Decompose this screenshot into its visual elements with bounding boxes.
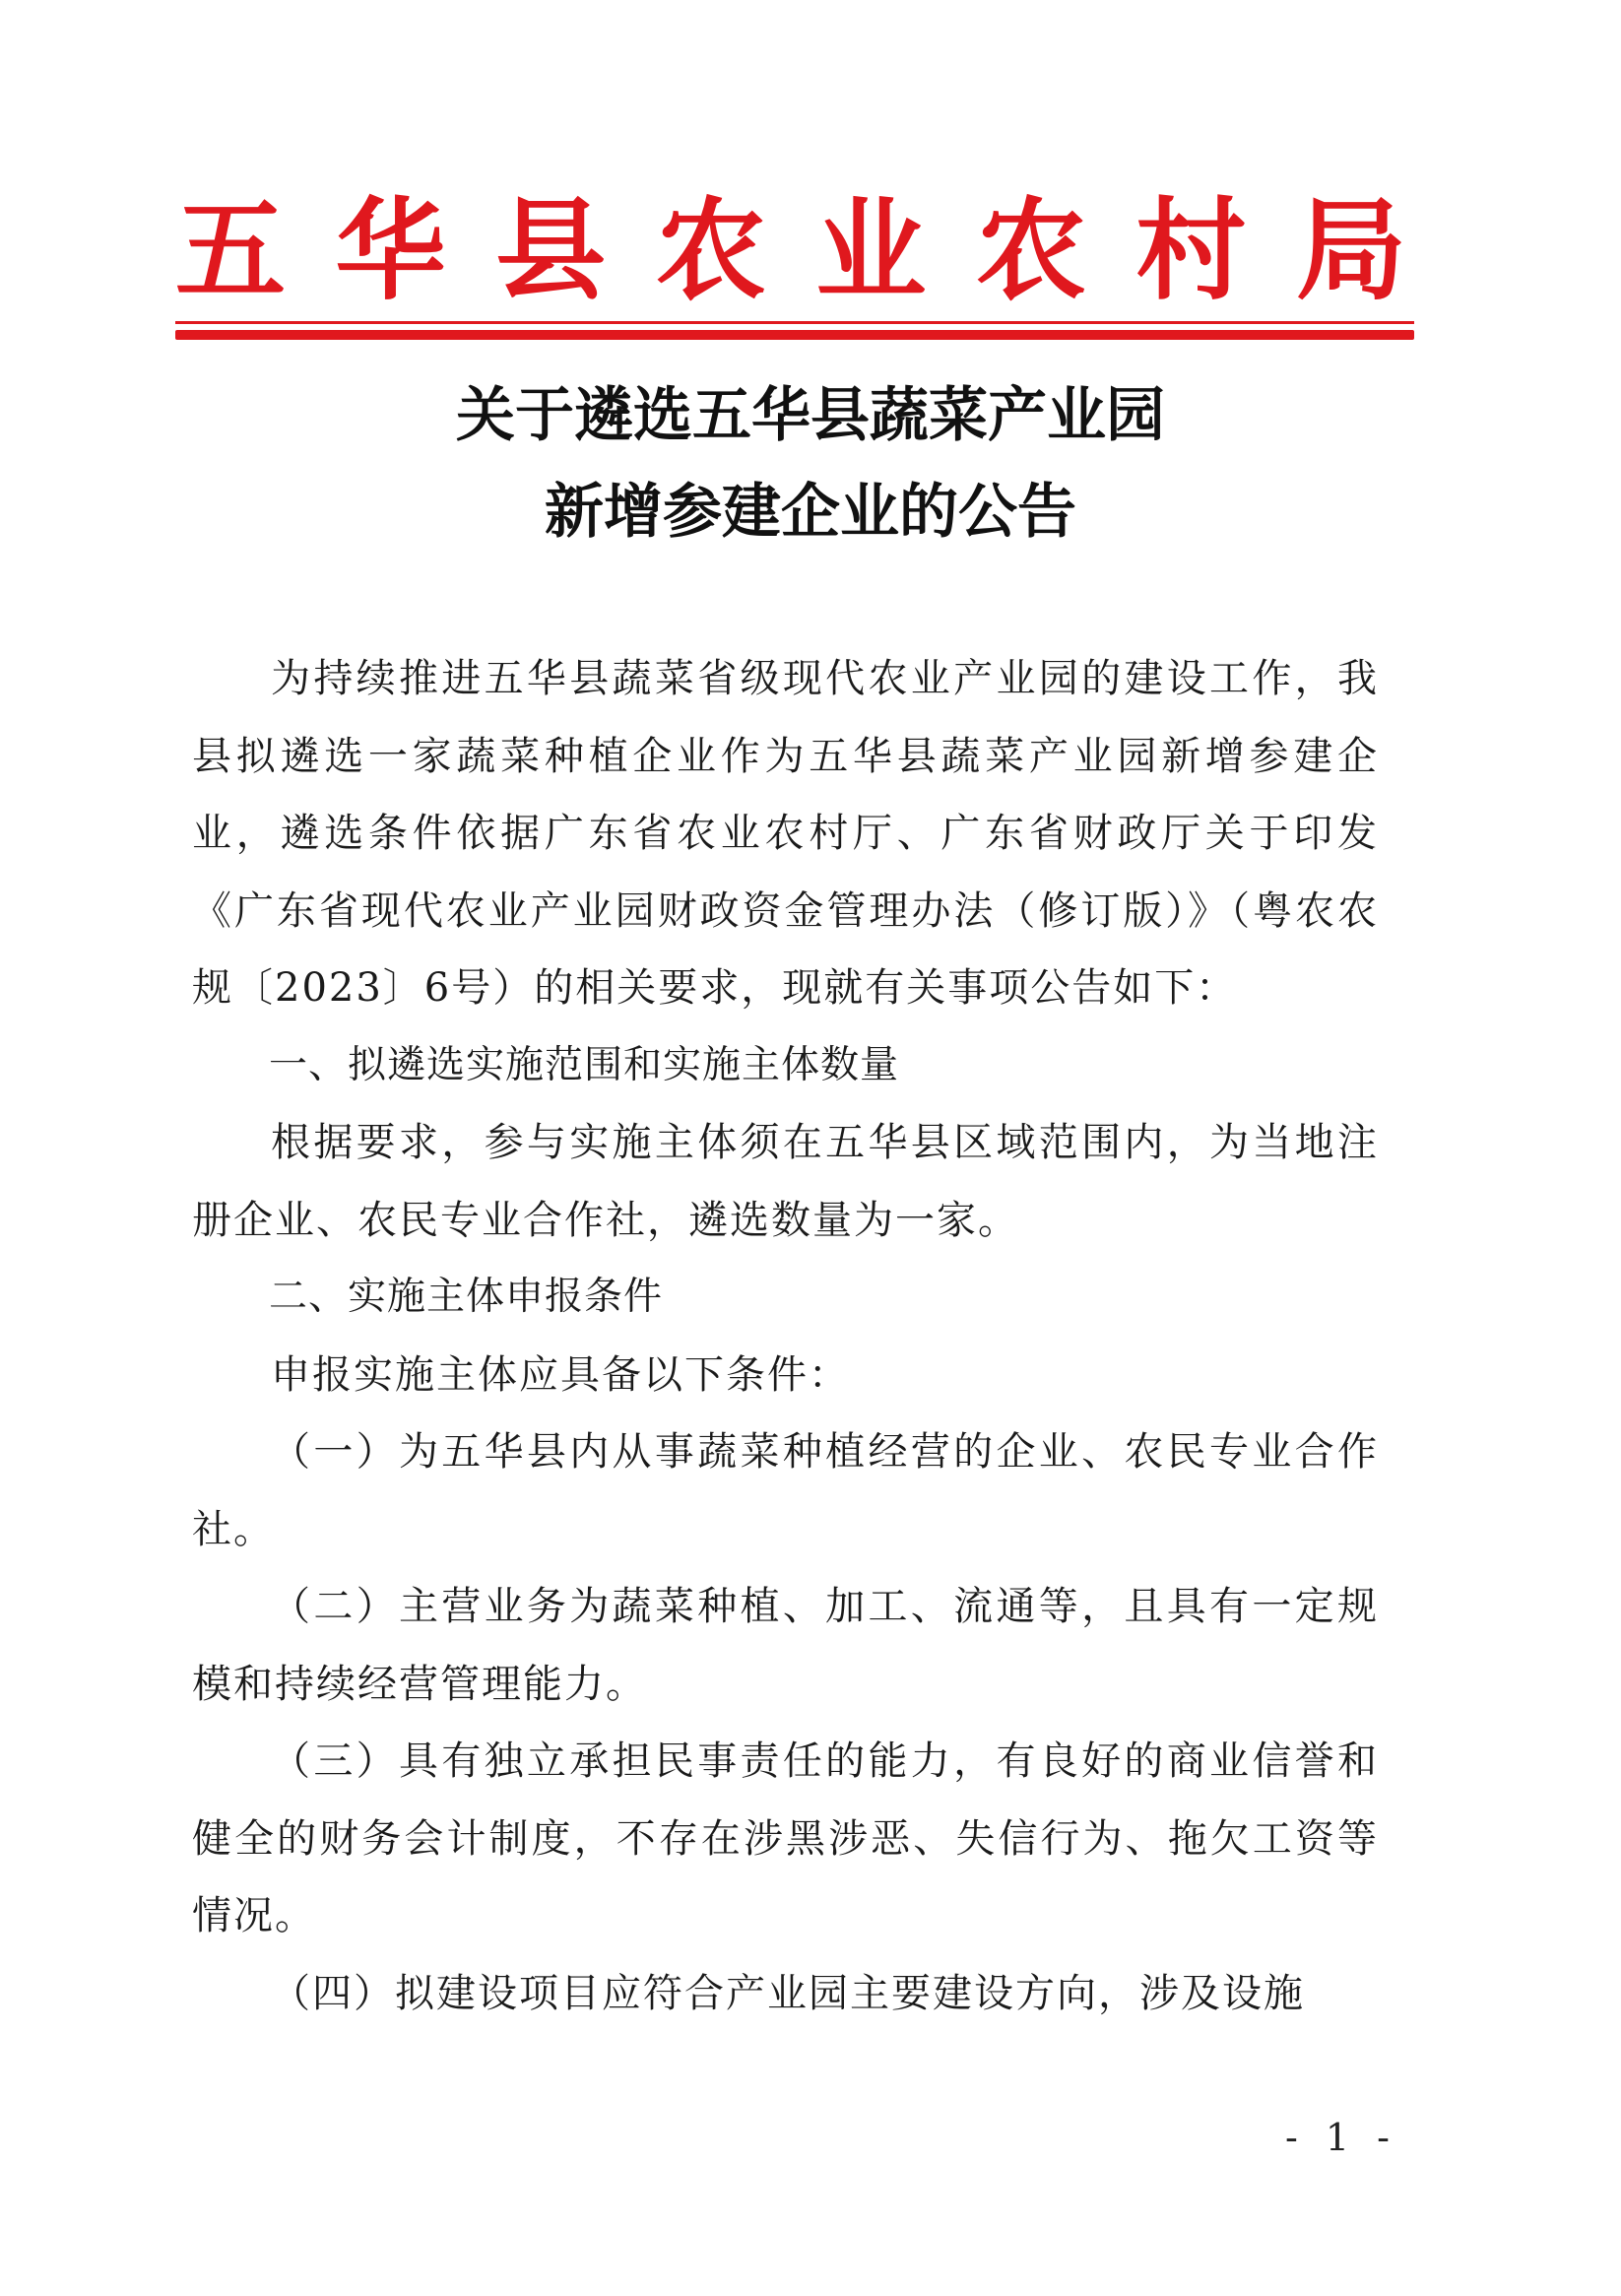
condition-item: （四）拟建设项目应符合产业园主要建设方向，涉及设施 xyxy=(271,1970,1305,2016)
document-title-line2: 新增参建企业的公告 xyxy=(545,478,1076,547)
section2-intro: 申报实施主体应具备以下条件： xyxy=(271,1351,850,1398)
letterhead-char: 五 xyxy=(175,187,286,315)
document-body xyxy=(192,640,1379,2032)
condition-item: （一）为五华县内从事蔬菜种植经营的企业、农民专业合作社。 xyxy=(192,1429,1379,1552)
condition-item: （二）主营业务为蔬菜种植、加工、流通等，且具有一定规模和持续经营管理能力。 xyxy=(192,1584,1379,1707)
letterhead-rule-thick xyxy=(175,330,1414,340)
document-title-line1: 关于遴选五华县蔬菜产业园 xyxy=(456,381,1165,450)
letterhead-org-name xyxy=(175,177,1406,325)
letterhead-rule-thin xyxy=(175,321,1414,324)
section1-heading: 一、拟遴选实施范围和实施主体数量 xyxy=(269,1042,900,1087)
letterhead-char: 华 xyxy=(335,187,446,315)
condition-item: （三）具有独立承担民事责任的能力，有良好的商业信誉和健全的财务会计制度，不存在涉黑涉恶、失信行为、拖欠工资等情况。 xyxy=(192,1738,1379,1938)
letterhead-char: 县 xyxy=(495,187,607,315)
letterhead-char: 业 xyxy=(815,187,927,315)
letterhead-char: 农 xyxy=(975,187,1086,315)
letterhead-char: 农 xyxy=(655,187,766,315)
intro-paragraph: 为持续推进五华县蔬菜省级现代农业产业园的建设工作，我县拟遴选一家蔬菜种植企业作为五华县蔬菜产业园新增参建企业，遴选条件依据广东省农业农村厅、广东省财政厅关于印发《广东省现代农业产业园财政资金管理办法（修订版）》（粤农农规〔2023〕6号）的相关要求，现就有关事项公告如下： xyxy=(192,656,1379,1011)
section2-heading: 二、实施主体申报条件 xyxy=(269,1275,664,1319)
page-number: - 1 - xyxy=(1285,2116,1398,2159)
section1-paragraph: 根据要求，参与实施主体须在五华县区域范围内，为当地注册企业、农民专业合作社，遴选数量为一家。 xyxy=(192,1120,1379,1243)
letterhead-char: 局 xyxy=(1295,187,1406,315)
letterhead-char: 村 xyxy=(1135,187,1247,315)
